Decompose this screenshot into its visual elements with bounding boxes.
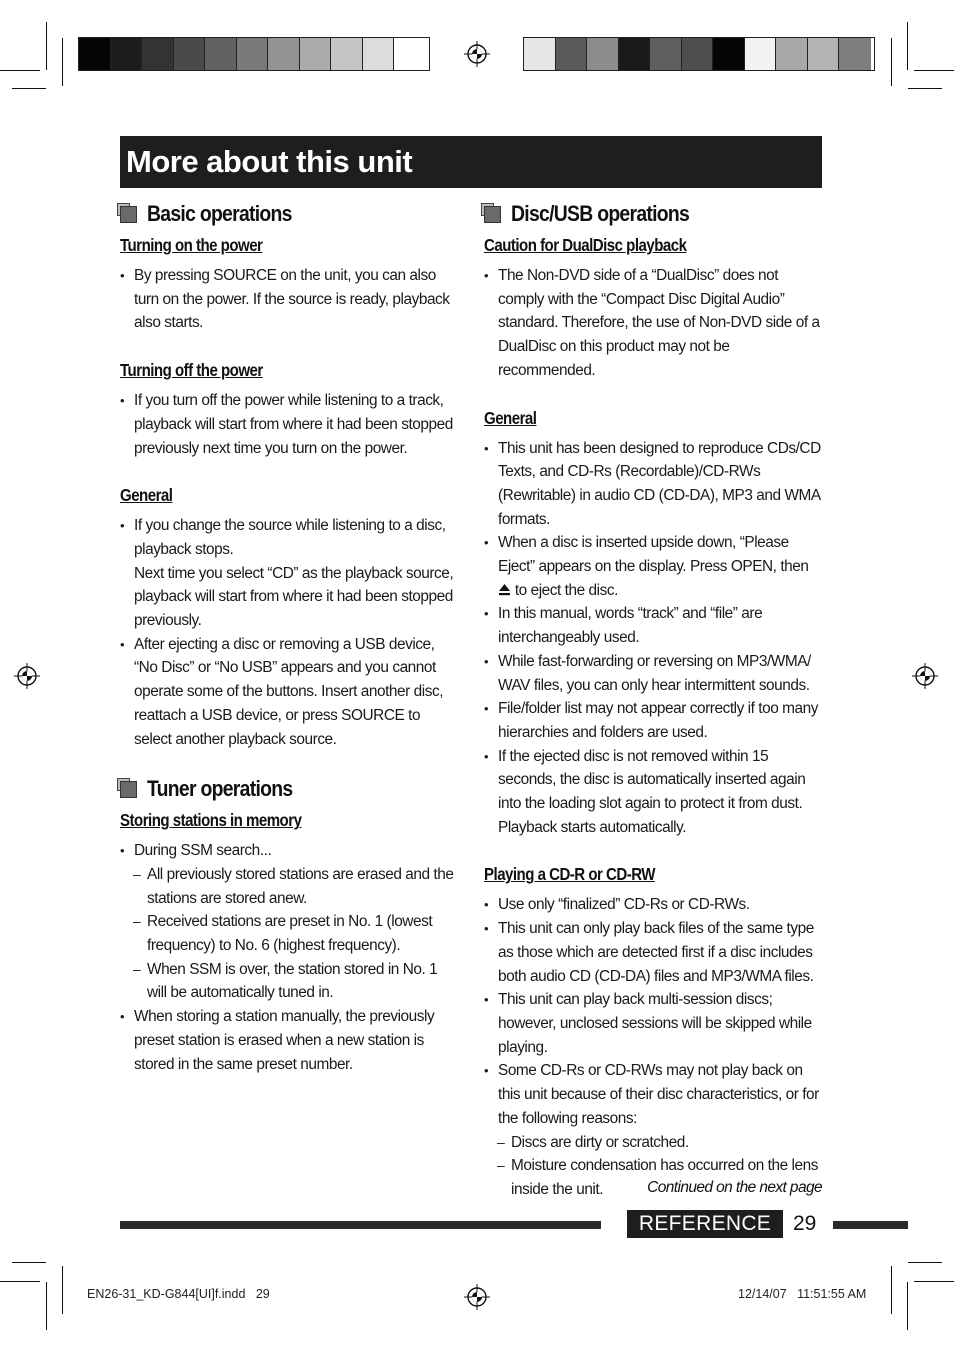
section-header-tuner (120, 775, 460, 803)
continued-note: Continued on the next page (647, 1179, 822, 1196)
subheading-turning-on: Turning on the power (120, 235, 263, 255)
color-swatch (713, 38, 745, 70)
list-item: • Some CD-Rs or CD-RWs may not play back on this unit because of their disc characteristics, or for the following reasons: (484, 1059, 824, 1130)
subheading-general: General (120, 485, 173, 506)
color-swatch (394, 38, 426, 70)
list-item-text: to eject the disc. (514, 581, 618, 599)
crop-mark (12, 88, 46, 89)
page-title: More about this unit (126, 144, 413, 179)
section-square-icon (484, 206, 501, 223)
color-swatch (587, 38, 619, 70)
section-square-icon (120, 781, 137, 798)
list-item (120, 514, 460, 633)
page-number: 29 (793, 1212, 817, 1235)
section-header-basic (120, 200, 460, 228)
color-bar-left (78, 37, 430, 71)
list-item-text: When a disc is inserted upside down, “Please Eject” appears on the display. Press OPEN, then (498, 534, 809, 576)
registration-mark-icon (464, 41, 490, 67)
list-item: • When storing a station manually, the previously preset station is erased when a new station is stored in the same preset number. (120, 1005, 460, 1076)
list-item: • By pressing SOURCE on the unit, you can also turn on the power. If the source is ready, playback also starts. (120, 264, 460, 335)
list-dualdisc (484, 264, 824, 383)
color-swatch (331, 38, 363, 70)
list-item: • Use only “finalized” CD-Rs or CD-RWs. (484, 893, 824, 917)
list-item: • This unit can play back multi-session discs; however, unclosed sessions will be skipped while playing. (484, 988, 824, 1059)
section-label-badge: REFERENCE (627, 1210, 783, 1238)
crop-mark (908, 88, 942, 89)
color-swatch (682, 38, 714, 70)
crop-mark (908, 1262, 942, 1263)
section-title-basic: Basic operations (147, 201, 292, 226)
list-cdr (484, 893, 824, 1201)
registration-mark-icon (464, 1284, 490, 1310)
color-swatch (363, 38, 395, 70)
color-swatch (237, 38, 269, 70)
color-swatch (745, 38, 777, 70)
list-general (484, 437, 824, 840)
registration-mark-icon (14, 663, 40, 689)
timestamp-slug: 12/14/07 11:51:55 AM (738, 1287, 867, 1301)
color-swatch (776, 38, 808, 70)
crop-mark (0, 1281, 40, 1282)
crop-mark (907, 22, 908, 70)
list-item: • During SSM search... (120, 839, 460, 863)
list-item: • In this manual, words “track” and “file” are interchangeably used. (484, 602, 824, 649)
color-bar-right (523, 37, 875, 71)
list-turning-on (120, 264, 460, 335)
crop-mark (12, 1262, 46, 1263)
eject-icon (498, 583, 511, 596)
crop-mark (62, 1266, 63, 1314)
subheading-cdr: Playing a CD-R or CD-RW (484, 864, 655, 885)
color-swatch (142, 38, 174, 70)
list-item-text: Next time you select “CD” as the playback source, playback will start from where it had been stopped previously. (134, 564, 454, 630)
list-item: • The Non-DVD side of a “DualDisc” does not comply with the “Compact Disc Digital Audio” standard. Therefore, the use of Non-DVD side of a DualDisc on this product may not be recommended. (484, 264, 824, 383)
subheading-storing: Storing stations in memory (120, 810, 302, 831)
color-swatch (174, 38, 206, 70)
list-item: • If the ejected disc is not removed within 15 seconds, the disc is automatically inserted again into the loading slot again to protect it from dust. Playback starts automatically. (484, 745, 824, 840)
list-item: • If you turn off the power while listening to a track, playback will start from where it had been stopped previously next time you turn on the power. (120, 389, 460, 460)
crop-mark (0, 70, 40, 71)
footer-rule-right (833, 1221, 908, 1229)
color-swatch (268, 38, 300, 70)
list-item (484, 531, 824, 602)
subheading-dualdisc: Caution for DualDisc playback (484, 235, 687, 255)
crop-mark (914, 1281, 954, 1282)
list-subitem: – Received stations are preset in No. 1 (lowest frequency) to No. 6 (highest frequency). (120, 910, 460, 957)
title-bar (120, 136, 822, 188)
crop-mark (907, 1282, 908, 1330)
list-subitem: – When SSM is over, the station stored in No. 1 will be automatically tuned in. (120, 958, 460, 1005)
list-item: • File/folder list may not appear correctly if too many hierarchies and folders are used. (484, 697, 824, 744)
section-title-disc-usb: Disc/USB operations (511, 201, 690, 226)
list-subitem: – All previously stored stations are erased and the stations are stored anew. (120, 863, 460, 910)
list-item-text: • If you change the source while listening to a disc, playback stops. (134, 517, 446, 558)
color-swatch (79, 38, 111, 70)
color-swatch (205, 38, 237, 70)
color-swatch (619, 38, 651, 70)
subheading-turning-off: Turning off the power (120, 360, 263, 381)
section-header-disc-usb (484, 200, 824, 228)
list-item: • After ejecting a disc or removing a USB device, “No Disc” or “No USB” appears and you cannot operate some of the buttons. Insert another disc, reattach a USB device, or press SOURCE to select another playback source. (120, 633, 460, 752)
crop-mark (62, 38, 63, 86)
crop-mark (891, 1266, 892, 1314)
list-item: • This unit has been designed to reproduce CDs/CD Texts, and CD-Rs (Recordable)/CD-RWs (Rewritable) in audio CD (CD-DA), MP3 and WMA formats. (484, 437, 824, 532)
section-title-tuner: Tuner operations (147, 776, 293, 802)
crop-mark (46, 1282, 47, 1330)
section-square-icon (120, 206, 137, 223)
list-subitem: – Moisture condensation has occurred on the lens inside the unit. (484, 1154, 824, 1201)
color-swatch (300, 38, 332, 70)
list-item: • While fast-forwarding or reversing on MP3/WMA/ WAV files, you can only hear intermittent sounds. (484, 650, 824, 697)
list-subitem: – Discs are dirty or scratched. (484, 1131, 824, 1155)
footer-rule-left (120, 1221, 601, 1229)
color-swatch (556, 38, 588, 70)
color-swatch (650, 38, 682, 70)
right-column (484, 200, 824, 1202)
color-swatch (839, 38, 871, 70)
file-slug: EN26-31_KD-G844[UI]f.indd 29 (87, 1287, 270, 1301)
list-item: • This unit can only play back files of the same type as those which are detected first if a disc includes both audio CD (CD-DA) files and MP3/WMA files. (484, 917, 824, 988)
left-column (120, 200, 460, 1076)
crop-mark (914, 70, 954, 71)
color-swatch (524, 38, 556, 70)
registration-mark-icon (912, 663, 938, 689)
crop-mark (46, 22, 47, 70)
list-storing (120, 839, 460, 1076)
crop-mark (891, 38, 892, 86)
list-turning-off (120, 389, 460, 460)
list-general (120, 514, 460, 751)
color-swatch (808, 38, 840, 70)
color-swatch (111, 38, 143, 70)
subheading-general: General (484, 407, 537, 428)
